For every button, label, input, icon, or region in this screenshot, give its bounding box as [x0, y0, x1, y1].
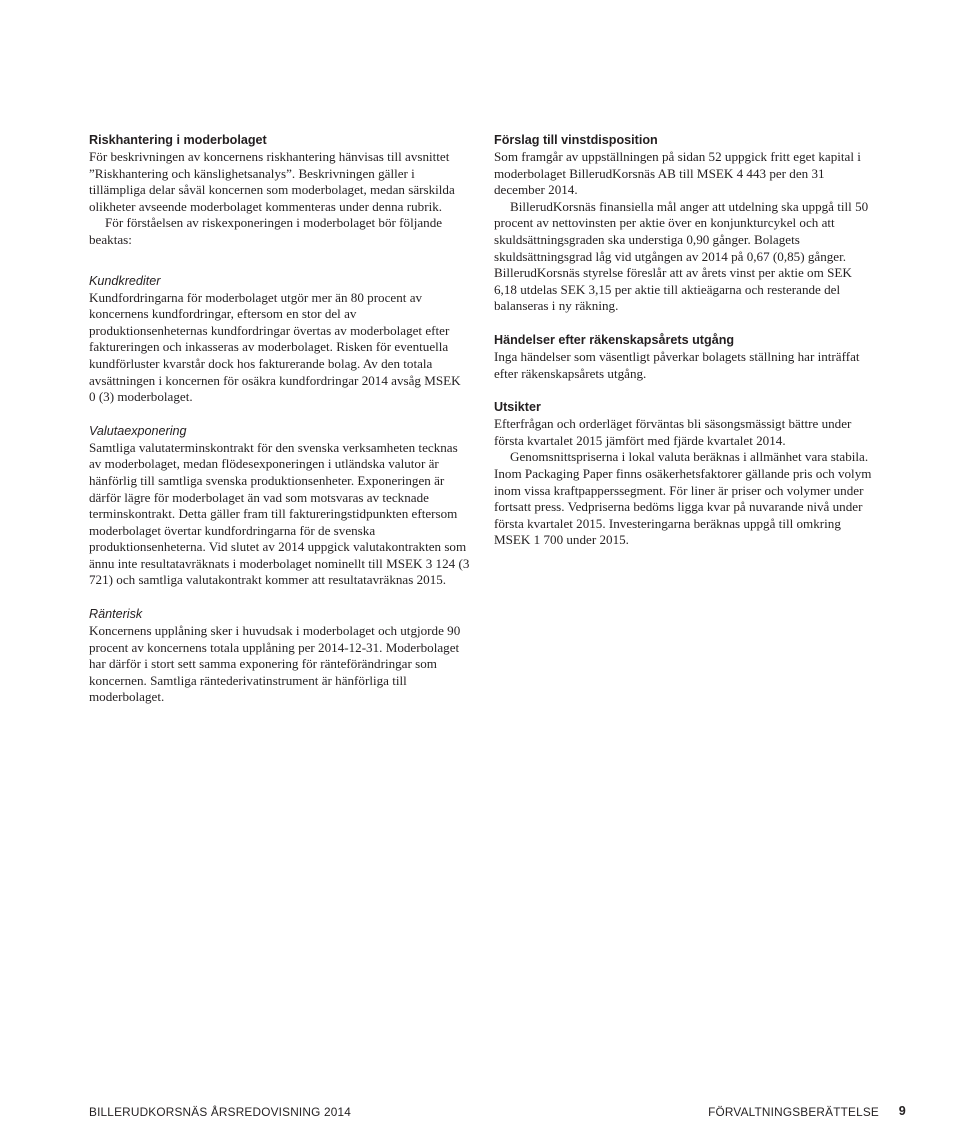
- left-column: [89, 132, 470, 706]
- heading-ranterisk: Ränterisk: [89, 607, 143, 622]
- right-column: [494, 132, 874, 549]
- section-ranterisk: [89, 606, 470, 706]
- section-valutaexponering: [89, 423, 470, 589]
- paragraph-utsikter-1: Efterfrågan och orderläget förväntas bli säsongsmässigt bättre under första kvartalet 2015 jämfört med fjärde kvartalet 2014.: [494, 416, 852, 448]
- paragraph-vinstdisposition-2: BillerudKorsnäs finansiella mål anger att utdelning ska uppgå till 50 procent av nettovinsten per aktie över en konjunkturcykel och att skuldsättningsgraden ska understiga 0,90 gånger. Bolagets skuldsättningsgrad låg vid utgången av 2014 på 0,67 (0,85) gånger. BillerudKorsnäs styrelse föreslår att av årets vinst per aktie om SEK 6,18 utdelas SEK 3,15 per aktie till aktieägarna och resterande del balanseras i ny räkning.: [494, 198, 869, 314]
- section-riskhantering: [89, 132, 470, 249]
- footer-report-title: BILLERUDKORSNÄS ÅRSREDOVISNING 2014: [89, 1105, 352, 1119]
- section-handelser: [494, 332, 874, 382]
- paragraph-vinstdisposition-1: Som framgår av uppställningen på sidan 52 uppgick fritt eget kapital i moderbolaget BillerudKorsnäs AB till MSEK 4 443 per den 31 december 2014.: [494, 149, 861, 198]
- section-kundkrediter: [89, 273, 470, 406]
- section-vinstdisposition: [494, 132, 874, 315]
- page-footer: [89, 1105, 906, 1121]
- paragraph-riskhantering-2: För förståelsen av riskexponeringen i moderbolaget bör följande beaktas:: [89, 215, 443, 247]
- paragraph-handelser: Inga händelser som väsentligt påverkar bolagets ställning har inträffat efter räkenskapsårets utgång.: [494, 348, 860, 381]
- heading-vinstdisposition: Förslag till vinstdisposition: [494, 133, 658, 147]
- page-number: 9: [898, 1104, 906, 1118]
- footer-section-title: FÖRVALTNINGSBERÄTTELSE: [708, 1105, 879, 1119]
- paragraph-ranterisk: Koncernens upplåning sker i huvudsak i moderbolaget och utgjorde 90 procent av koncernens totala upplåning per 2014-12-31. Moderbolaget har därför i stort sett samma exponering för ränteförändringar som koncernen. Samtliga räntederivatinstrument är hänförliga till moderbolaget.: [89, 623, 461, 705]
- heading-riskhantering: Riskhantering i moderbolaget: [89, 133, 267, 147]
- heading-kundkrediter: Kundkrediter: [89, 273, 161, 288]
- paragraph-kundkrediter: Kundfordringarna för moderbolaget utgör mer än 80 procent av koncernens kundfordringar, eftersom en stor del av produktionsenheternas kundfordringar övertas av moderbolaget efter faktureringen och inkasseras av moderbolaget. Risken för eventuella kundförluster kvarstår dock hos fakturerande bolag. Av den totala avsättningen i koncernen för osäkra kundfordringar 2014 avsåg MSEK 0 (3) moderbolaget.: [89, 289, 461, 405]
- paragraph-utsikter-2: Genomsnittspriserna i lokal valuta beräknas i allmänhet vara stabila. Inom Packaging Paper finns osäkerhetsfaktorer gällande pris och volym inom vissa kraftpapperssegment. För liner är priser och volymer under fortsatt press. Vedpriserna bedöms ligga kvar på nuvarande nivå under första kvartalet 2015. Investeringarna beräknas uppgå till omkring MSEK 1 700 under 2015.: [494, 449, 872, 548]
- paragraph-valutaexponering: Samtliga valutaterminskontrakt för den svenska verksamheten tecknas av moderbolaget, medan flödesexponeringen i utländska valutor är hänförlig till samtliga svenska produktionsenheter. Exponeringen är därför lägre för moderbolaget än vad som motsvaras av tecknade terminskontrakt. Detta gäller fram till faktureringstidpunkten eftersom moderbolaget övertar kundfordringarna för de svenska produktionsenheterna. Vid slutet av 2014 uppgick valutakontrakten som ännu inte resultatavräknats i moderbolaget nominellt till MSEK 3 124 (3 721) och samtliga valutakontrakt kommer att resultatavräknas 2015.: [89, 439, 470, 588]
- paragraph-riskhantering-1: För beskrivningen av koncernens riskhantering hänvisas till avsnittet ”Riskhantering och känslighetsanalys”. Beskrivningen gäller i tillämpliga delar såväl koncernen som moderbolaget, medan särskilda olikheter avseende moderbolaget kommenteras under denna rubrik.: [89, 149, 455, 214]
- section-utsikter: [494, 399, 874, 549]
- heading-valutaexponering: Valutaexponering: [89, 423, 187, 438]
- heading-handelser: Händelser efter räkenskapsårets utgång: [494, 332, 735, 347]
- heading-utsikter: Utsikter: [494, 400, 541, 415]
